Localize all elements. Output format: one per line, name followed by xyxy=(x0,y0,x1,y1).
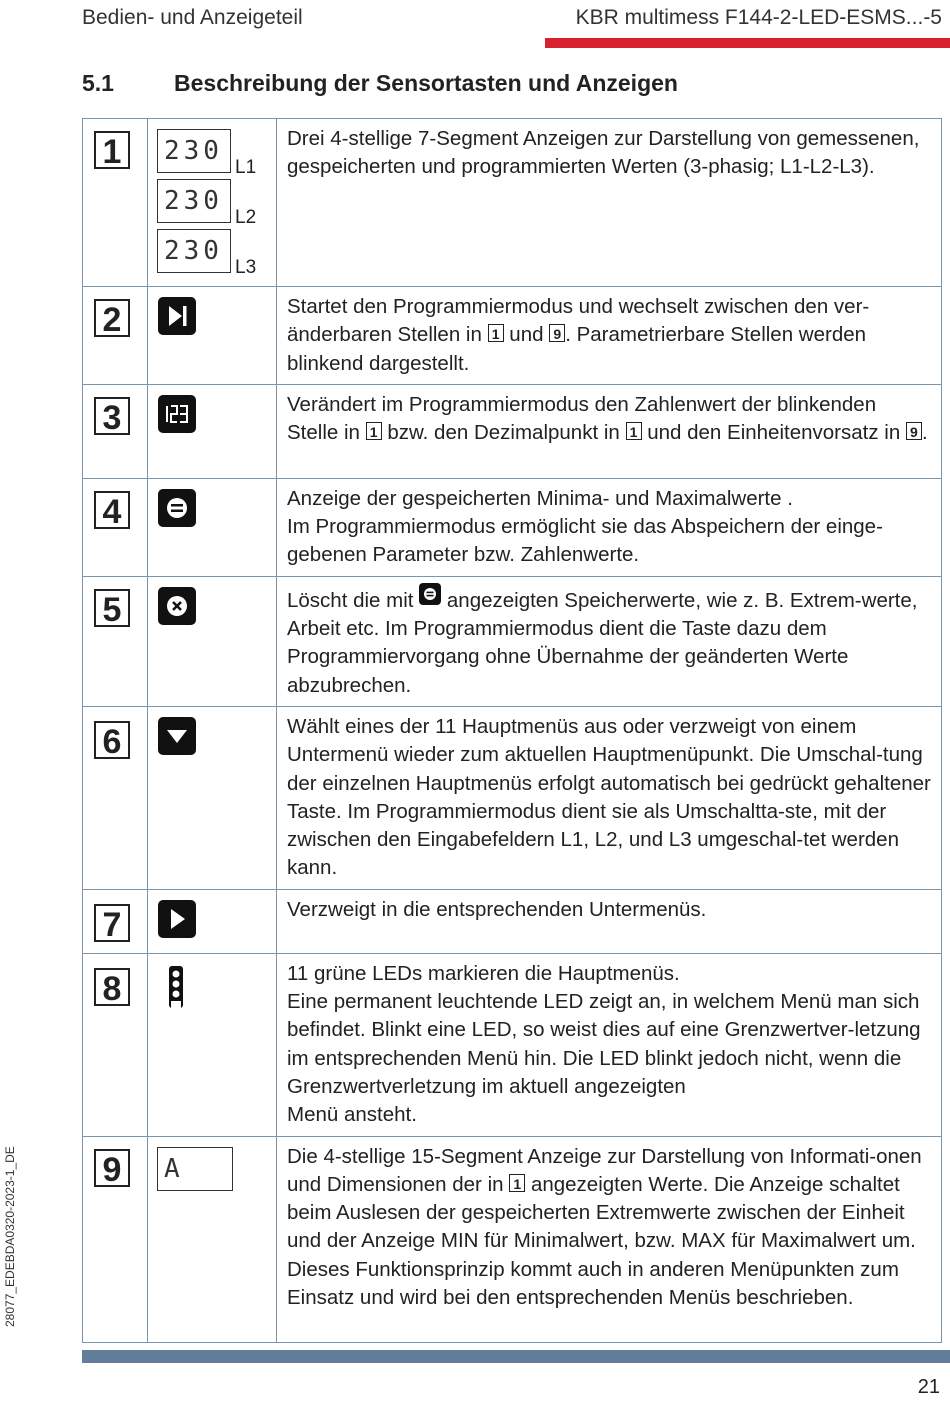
section-number: 5.1 xyxy=(82,70,114,96)
item-description: Verändert im Programmiermodus den Zahlenwert der blinkenden Stelle in 1 bzw. den Dezimalpunkt in 1 und den Einheitenvorsatz in 9 . xyxy=(277,384,942,478)
ref-box: 1 xyxy=(626,422,642,440)
description-table xyxy=(82,118,942,1343)
item-number: 2 xyxy=(94,299,130,337)
section-title: Beschreibung der Sensortasten und Anzeigen xyxy=(174,70,678,96)
item-description: Drei 4-stellige 7-Segment Anzeigen zur Darstellung von gemessenen, gespeicherten und programmierten Werten (3-phasig; L1-L2-L3). xyxy=(277,119,942,287)
table-row xyxy=(83,478,942,576)
down-key-icon xyxy=(158,717,196,755)
header-product: KBR multimess F144-2-LED-ESMS...-5 xyxy=(575,6,942,29)
ref-box: 1 xyxy=(509,1174,525,1192)
table-row xyxy=(83,889,942,953)
clear-key-icon xyxy=(158,587,196,625)
segment-display-l3: 230 xyxy=(157,229,231,273)
ref-box: 1 xyxy=(366,422,382,440)
item-description: Anzeige der gespeicherten Minima- und Maximalwerte . Im Programmiermodus ermöglicht sie das Abspeichern der einge-gebenen Parameter bzw. Zahlenwerte. xyxy=(277,478,942,576)
item-description: Die 4-stellige 15-Segment Anzeige zur Darstellung von Informati-onen und Dimensionen der in 1 angezeigten Werte. Die Anzeige schaltet beim Auslesen der gespeicherten Extremwerte zwischen der Einheit und der Anzeige MIN für Minimalwert, bzw. MAX für Maximalwert um. Dieses Funktionsprinzip kommt auch in anderen Menüpunkten zum Einsatz und wird bei den entsprechenden Menüs beschrieben. xyxy=(277,1136,942,1342)
table-row xyxy=(83,384,942,478)
item-description: Wählt eines der 11 Hauptmenüs aus oder verzweigt von einem Untermenü wieder zum aktuellen Hauptmenüpunkt. Die Umschal-tung der einzelnen Hauptmenüs erfolgt automatisch bei gedrückt gehaltener Taste. Im Programmiermodus dient sie als Umschaltta-ste, mit der zwischen den Eingabefeldern L1, L2, und L3 umgeschal-tet werden kann. xyxy=(277,706,942,889)
footer-bar xyxy=(82,1350,950,1363)
item-description: 11 grüne LEDs markieren die Hauptmenüs. Eine permanent leuchtende LED zeigt an, in welchem Menü man sich befindet. Blinkt eine LED, so weist dies auf eine Grenzwertver-letzung im entsprechenden Menü hin. Die LED blinkt jedoch nicht, wenn die Grenzwertverletzung im aktuell angezeigten Menü ansteht. xyxy=(277,953,942,1136)
phase-label: L1 xyxy=(235,157,257,178)
ref-box: 1 xyxy=(488,324,504,342)
equals-key-icon xyxy=(158,489,196,527)
item-number: 3 xyxy=(94,397,130,435)
item-description: Löscht die mit angezeigten Speicherwerte, wie z. B. Extrem-werte, Arbeit etc. Im Programmiermodus dient die Taste dazu dem Programmiervorgang ohne Übernahme der geänderten Werte abzubrechen. xyxy=(277,576,942,706)
table-row xyxy=(83,953,942,1136)
header-chapter: Bedien- und Anzeigeteil xyxy=(82,6,303,29)
equals-key-icon xyxy=(419,583,441,605)
segment-display-l1: 230 xyxy=(157,129,231,173)
table-row xyxy=(83,706,942,889)
seven-segment-displays xyxy=(148,119,277,287)
page-number: 21 xyxy=(917,1376,940,1398)
item-number: 7 xyxy=(94,904,130,942)
phase-label: L3 xyxy=(235,257,257,278)
item-description: Verzweigt in die entsprechenden Untermenüs. xyxy=(277,889,942,953)
item-description: Startet den Programmiermodus und wechselt zwischen den ver-änderbaren Stellen in 1 und 9 . Parametrierbare Stellen werden blinkend dargestellt. xyxy=(277,287,942,385)
ref-box: 9 xyxy=(549,324,565,342)
right-key-icon xyxy=(158,900,196,938)
item-number: 1 xyxy=(94,131,130,169)
item-number: 9 xyxy=(94,1149,130,1187)
item-number: 8 xyxy=(94,968,130,1006)
table-row xyxy=(83,119,942,287)
fifteen-segment-display: A xyxy=(157,1147,233,1191)
phase-label: L2 xyxy=(235,207,257,228)
item-number: 5 xyxy=(94,589,130,627)
table-row xyxy=(83,1136,942,1342)
segment-display-l2: 230 xyxy=(157,179,231,223)
123-key-icon xyxy=(158,395,196,433)
item-number: 6 xyxy=(94,721,130,759)
led-column-icon xyxy=(166,966,186,1013)
table-row xyxy=(83,287,942,385)
document-id: 28077_EDEBDA0320-2023-1_DE xyxy=(3,1146,17,1327)
table-row xyxy=(83,576,942,706)
play-pause-key-icon xyxy=(158,297,196,335)
item-number: 4 xyxy=(94,491,130,529)
ref-box: 9 xyxy=(906,422,922,440)
header-accent-bar xyxy=(545,38,950,48)
